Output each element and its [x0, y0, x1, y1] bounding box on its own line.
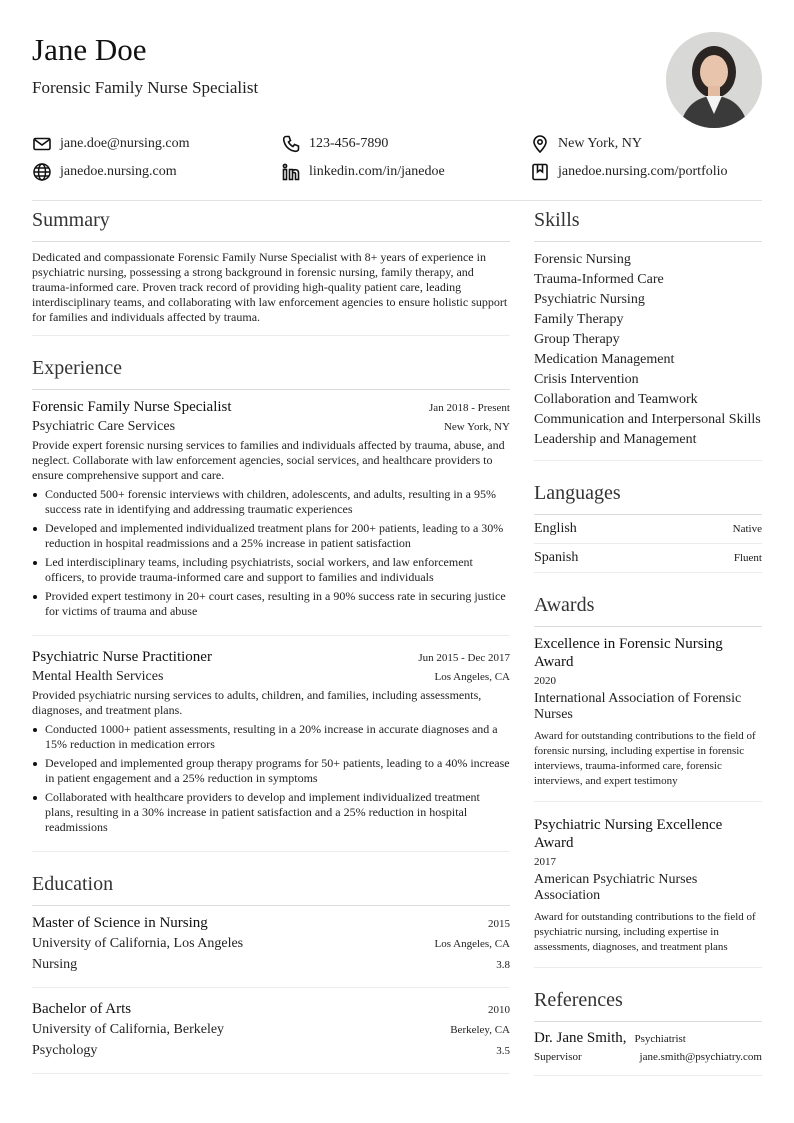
award-year: 2017: [534, 856, 556, 868]
job-role: Forensic Family Nurse Specialist: [32, 399, 232, 415]
language-row: [534, 544, 762, 572]
job-bullet: Provided expert testimony in 20+ court cases, resulting in a 90% success rate in securing justice for victims of trauma and abuse: [32, 589, 510, 619]
job-bullet: Collaborated with healthcare providers to develop and implement individualized treatment plans, resulting in a 30% increase in patient satisfaction and a 25% reduction in hospital readmissions: [32, 790, 510, 835]
contact-linkedin[interactable]: [281, 162, 530, 182]
education-year: 2015: [488, 918, 510, 930]
job-entry: [32, 635, 510, 851]
mail-icon: [32, 134, 52, 154]
reference-email[interactable]: jane.smith@psychiatry.com: [639, 1051, 762, 1063]
education-field: Nursing: [32, 957, 78, 972]
skill-item: Psychiatric Nursing: [534, 292, 645, 307]
contact-website[interactable]: [32, 162, 281, 182]
job-date: Jun 2015 - Dec 2017: [418, 652, 510, 664]
language-name: Spanish: [534, 550, 579, 565]
education-gpa: 3.8: [496, 959, 510, 971]
job-bullet: Conducted 1000+ patient assessments, resulting in a 20% increase in accurate diagnoses and a 15% reduction in medication errors: [32, 722, 510, 752]
award-org: International Association of Forensic Nurses: [534, 691, 742, 722]
job-location: Los Angeles, CA: [434, 671, 510, 683]
job-bullets: [32, 722, 510, 835]
skill-item: Communication and Interpersonal Skills: [534, 412, 761, 427]
contact-phone[interactable]: [281, 134, 530, 154]
languages-heading: Languages: [534, 479, 762, 515]
summary-section: [32, 206, 510, 336]
award-title: Psychiatric Nursing Excellence Award: [534, 817, 723, 851]
job-location: New York, NY: [443, 421, 510, 433]
job-bullet: Led interdisciplinary teams, including psychiatrists, social workers, and law enforcement officers, to provide trauma-informed care and support to families and individuals: [32, 555, 510, 585]
contact-portfolio[interactable]: [530, 162, 762, 182]
education-gpa: 3.5: [496, 1045, 510, 1057]
experience-section: [32, 354, 510, 852]
language-name: English: [534, 521, 577, 536]
skill-item: Forensic Nursing: [534, 252, 631, 267]
skill-item: Trauma-Informed Care: [534, 272, 664, 287]
location-icon: [530, 134, 550, 154]
skill-item: Collaboration and Teamwork: [534, 392, 698, 407]
skills-section: [534, 206, 762, 461]
side-column: [534, 206, 762, 1094]
reference-role: Psychiatrist: [634, 1033, 686, 1045]
award-year: 2020: [534, 675, 556, 687]
education-degree: Master of Science in Nursing: [32, 915, 208, 931]
references-section: [534, 986, 762, 1076]
candidate-name: Jane Doe: [32, 32, 147, 67]
contact-website-text: janedoe.nursing.com: [60, 164, 177, 179]
skill-item: Family Therapy: [534, 312, 624, 327]
contact-portfolio-text: janedoe.nursing.com/portfolio: [558, 164, 728, 179]
reference-relation: Supervisor: [534, 1051, 582, 1063]
job-entry: [32, 398, 510, 635]
job-date: Jan 2018 - Present: [429, 402, 510, 414]
job-description: Provided psychiatric nursing services to adults, children, and families, including assessments, diagnoses, and treatment plans.: [32, 688, 482, 717]
reference-entry: [534, 1030, 762, 1063]
contact-location: [530, 134, 762, 154]
education-entry: [32, 914, 510, 987]
contact-list: [32, 134, 762, 182]
contact-phone-text: 123-456-7890: [309, 136, 389, 151]
summary-text: Dedicated and compassionate Forensic Family Nurse Specialist with 8+ years of experience in psychiatric nursing, possessing a strong background in forensic nursing, family therapy, and trauma-informed care. Proven track record of providing high-quality patient care, leading interdisciplinary teams, and collaborating with law enforcement agencies to ensure holistic support for families and individuals affected by trauma.: [32, 250, 508, 324]
education-school: University of California, Los Angeles: [32, 936, 244, 951]
job-bullet: Developed and implemented group therapy programs for 50+ patients, leading to a 40% increase in patient engagement and a 25% reduction in symptoms: [32, 756, 510, 786]
awards-section: [534, 591, 762, 968]
contact-email-text: jane.doe@nursing.com: [60, 136, 190, 151]
reference-name: Dr. Jane Smith,: [534, 1030, 627, 1046]
job-org: Psychiatric Care Services: [32, 419, 176, 434]
education-location: Berkeley, CA: [450, 1024, 510, 1036]
education-entry: [32, 987, 510, 1073]
summary-heading: Summary: [32, 206, 510, 242]
contact-email[interactable]: [32, 134, 281, 154]
phone-icon: [281, 134, 301, 154]
main-column: [32, 206, 510, 1092]
education-school: University of California, Berkeley: [32, 1022, 225, 1037]
candidate-title: Forensic Family Nurse Specialist: [32, 78, 259, 97]
portfolio-icon: [530, 162, 550, 182]
skill-item: Leadership and Management: [534, 432, 697, 447]
award-org: American Psychiatric Nurses Association: [534, 872, 698, 903]
language-row: [534, 515, 762, 544]
job-description: Provide expert forensic nursing services to families and individuals affected by trauma, abuse, and neglect. Collaborate with law enforcement agencies, social services, and healthcare providers to ensure comprehensive support and care.: [32, 438, 505, 482]
job-role: Psychiatric Nurse Practitioner: [32, 649, 212, 665]
job-bullet: Developed and implemented individualized treatment plans for 200+ patients, leading to a 30% reduction in hospital readmissions and a 25% increase in patient satisfaction: [32, 521, 510, 551]
references-heading: References: [534, 986, 762, 1022]
languages-section: [534, 479, 762, 573]
experience-heading: Experience: [32, 354, 510, 390]
skills-heading: Skills: [534, 206, 762, 242]
linkedin-icon: [281, 162, 301, 182]
awards-heading: Awards: [534, 591, 762, 627]
header-divider: [32, 200, 762, 201]
language-level: Native: [732, 523, 762, 535]
award-entry: [534, 635, 762, 801]
profile-photo: [666, 32, 762, 128]
resume-header: [32, 32, 762, 132]
education-location: Los Angeles, CA: [434, 938, 510, 950]
education-degree: Bachelor of Arts: [32, 1001, 132, 1017]
language-level: Fluent: [733, 552, 762, 564]
skill-item: Medication Management: [534, 352, 675, 367]
globe-icon: [32, 162, 52, 182]
skill-item: Crisis Intervention: [534, 372, 639, 387]
education-field: Psychology: [32, 1043, 98, 1058]
education-heading: Education: [32, 870, 510, 906]
job-org: Mental Health Services: [32, 669, 164, 684]
skill-item: Group Therapy: [534, 332, 620, 347]
contact-linkedin-text: linkedin.com/in/janedoe: [309, 164, 445, 179]
education-section: [32, 870, 510, 1074]
award-description: Award for outstanding contributions to the field of forensic nursing, including expertise in forensic interviews, trauma-informed care, forensic interviews, and expert testimony: [534, 730, 756, 787]
contact-location-text: New York, NY: [558, 136, 643, 151]
job-bullets: [32, 487, 510, 619]
award-title: Excellence in Forensic Nursing Award: [534, 636, 723, 670]
education-year: 2010: [488, 1004, 510, 1016]
award-entry: [534, 801, 762, 967]
award-description: Award for outstanding contributions to the field of psychiatric nursing, including expertise in assessments, diagnoses, and treatment plans: [534, 911, 756, 953]
job-bullet: Conducted 500+ forensic interviews with children, adolescents, and adults, resulting in a 95% success rate in identifying and addressing traumatic experiences: [32, 487, 510, 517]
